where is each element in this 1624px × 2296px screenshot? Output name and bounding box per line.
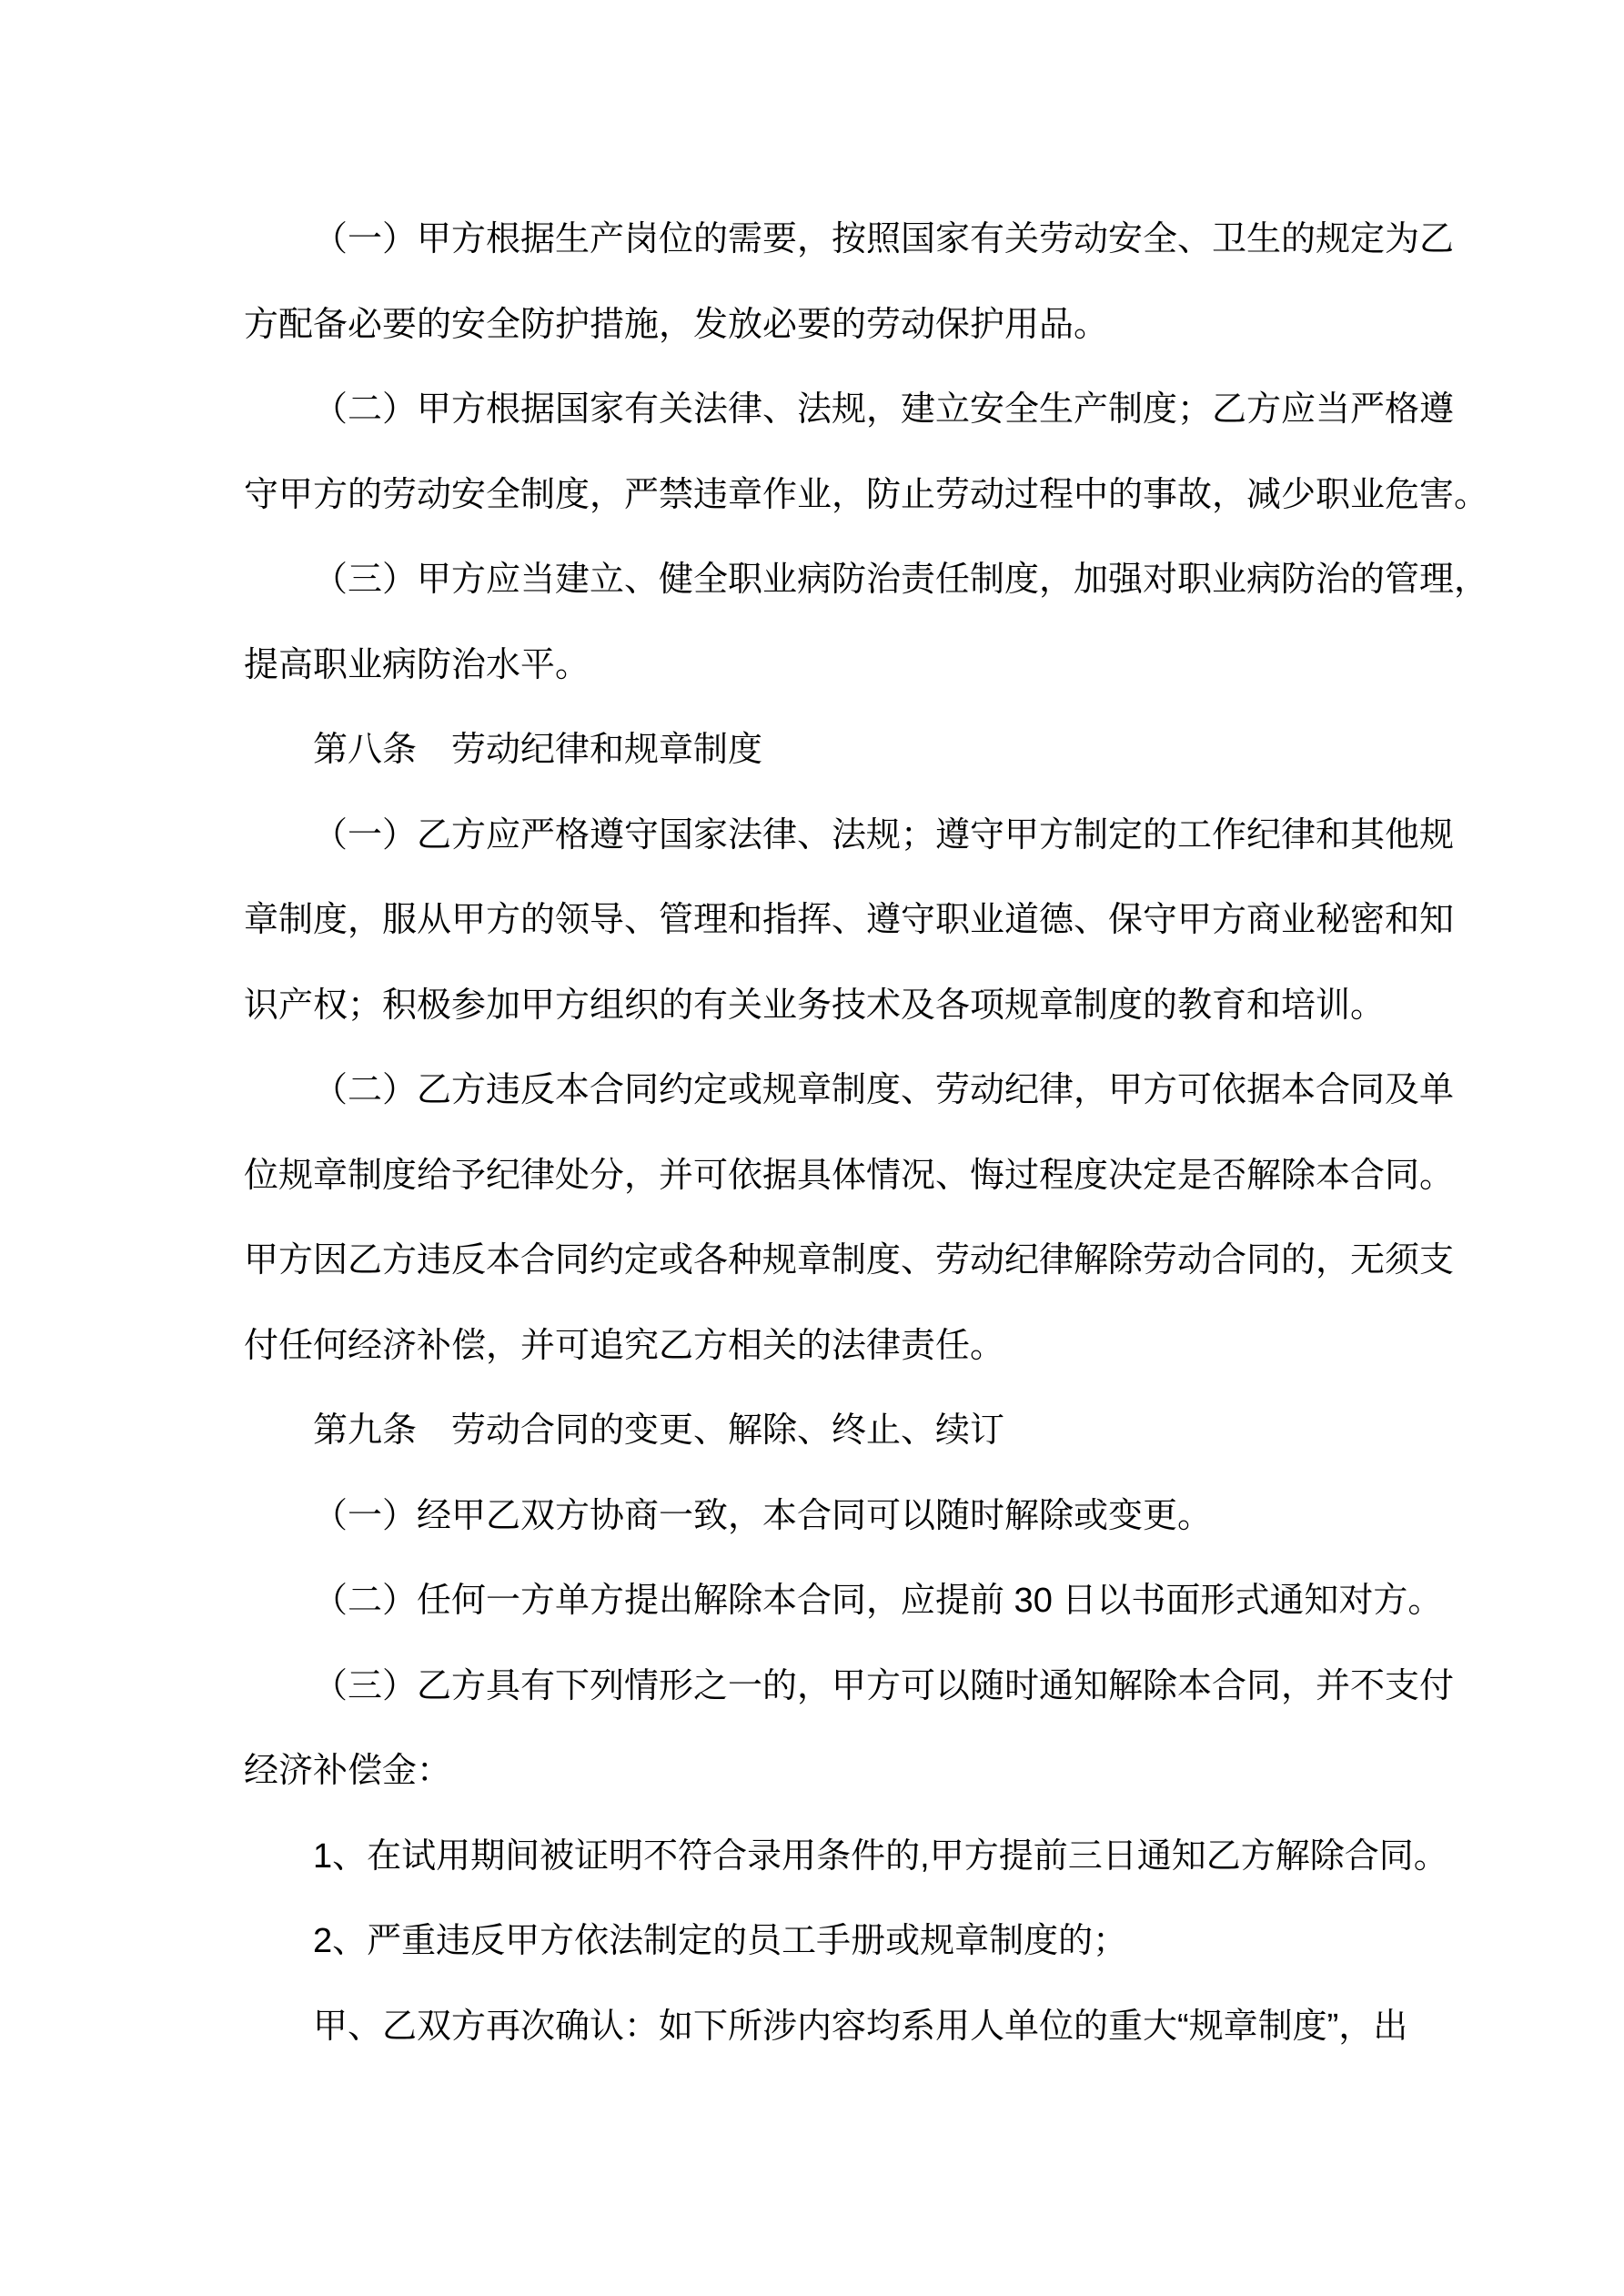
document-line: 经济补偿金： bbox=[244, 1752, 452, 1790]
document-line: 甲方因乙方违反本合同约定或各种规章制度、劳动纪律解除劳动合同的，无须支 bbox=[244, 1241, 1455, 1279]
document-line: 第九条 劳动合同的变更、解除、终止、续订 bbox=[313, 1411, 1005, 1450]
document-line: （二）任何一方单方提出解除本合同，应提前 30 日以书面形式通知对方。 bbox=[313, 1582, 1443, 1620]
document-line: （三）甲方应当建立、健全职业病防治责任制度，加强对职业病防治的管理， bbox=[313, 561, 1489, 599]
document-line: 提高职业病防治水平。 bbox=[244, 645, 590, 684]
document-line: 位规章制度给予纪律处分，并可依据具体情况、悔过程度决定是否解除本合同。 bbox=[244, 1156, 1455, 1195]
document-line: 识产权；积极参加甲方组织的有关业务技术及各项规章制度的教育和培训。 bbox=[244, 986, 1386, 1025]
document-line: 方配备必要的安全防护措施，发放必要的劳动保护用品。 bbox=[244, 305, 1109, 344]
document-line: （二）甲方根据国家有关法律、法规，建立安全生产制度；乙方应当严格遵 bbox=[313, 390, 1455, 429]
document-line: （一）甲方根据生产岗位的需要，按照国家有关劳动安全、卫生的规定为乙 bbox=[313, 220, 1455, 258]
document-line: （一）经甲乙双方协商一致，本合同可以随时解除或变更。 bbox=[313, 1496, 1213, 1535]
document-line: （三）乙方具有下列情形之一的，甲方可以随时通知解除本合同，并不支付 bbox=[313, 1666, 1455, 1705]
document-content bbox=[244, 197, 1489, 2069]
document-line: （一）乙方应严格遵守国家法律、法规；遵守甲方制定的工作纪律和其他规 bbox=[313, 815, 1455, 855]
document-line: 付任何经济补偿，并可追究乙方相关的法律责任。 bbox=[244, 1326, 1005, 1365]
document-line: 守甲方的劳动安全制度，严禁违章作业，防止劳动过程中的事故，减少职业危害。 bbox=[244, 475, 1489, 514]
document-line: （二）乙方违反本合同约定或规章制度、劳动纪律，甲方可依据本合同及单 bbox=[313, 1071, 1455, 1109]
document-line: 2、严重违反甲方依法制定的员工手册或规章制度的； bbox=[313, 1922, 1128, 1960]
document-line: 甲、乙双方再次确认：如下所涉内容均系用人单位的重大“规章制度”，出 bbox=[313, 2007, 1408, 2046]
document-line: 章制度，服从甲方的领导、管理和指挥、遵守职业道德、保守甲方商业秘密和知 bbox=[244, 901, 1455, 939]
document-line: 1、在试用期间被证明不符合录用条件的,甲方提前三日通知乙方解除合同。 bbox=[313, 1836, 1448, 1876]
document-line: 第八条 劳动纪律和规章制度 bbox=[313, 731, 763, 769]
